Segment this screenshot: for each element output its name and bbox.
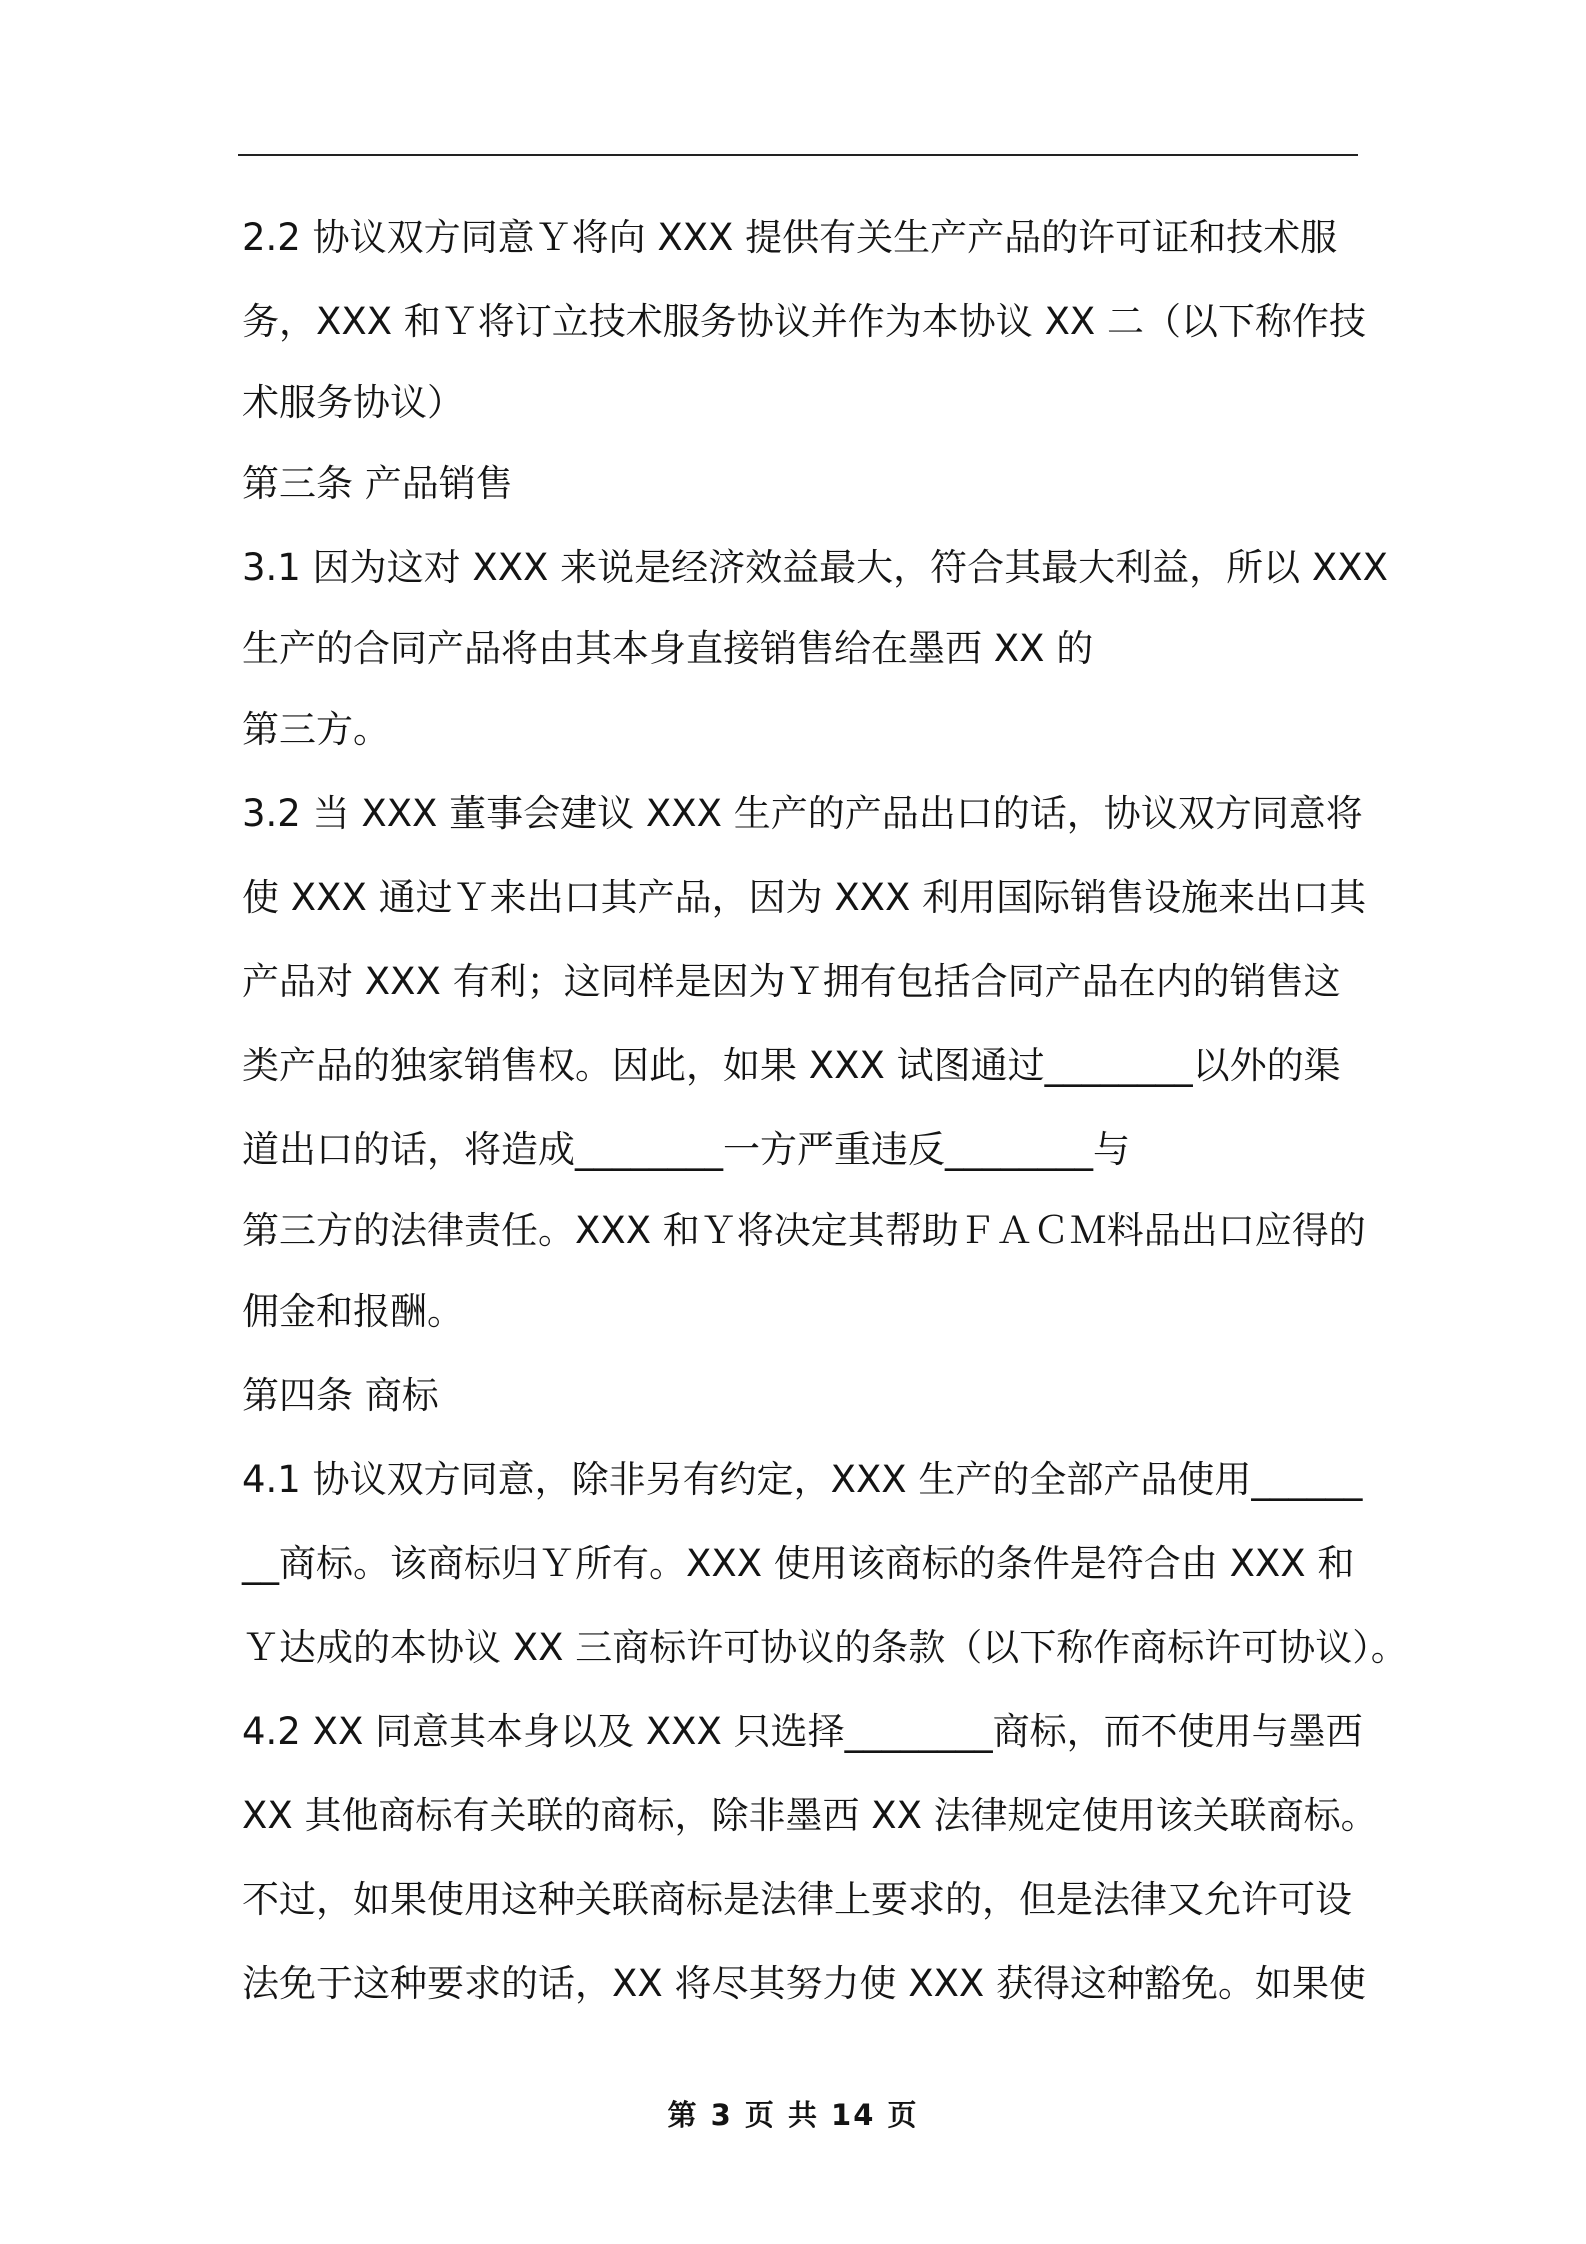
clause-3-2-line-3: 产品对 XXX 有利；这同样是因为Ｙ拥有包括合同产品在内的销售这 — [242, 960, 1341, 1003]
clause-2-2-line-3: 术服务协议） — [242, 381, 464, 424]
clause-3-1-line-1: 3.1 因为这对 XXX 来说是经济效益最大，符合其最大利益，所以 XXX — [242, 546, 1388, 589]
clause-3-1-line-3: 第三方。 — [242, 708, 390, 751]
header-rule — [238, 154, 1358, 156]
clause-4-2-line-1: 4.2 XX 同意其本身以及 XXX 只选择________商标，而不使用与墨西 — [242, 1710, 1363, 1753]
page-number-footer: 第 3 页 共 14 页 — [667, 2098, 919, 2132]
clause-4-2-line-3: 不过，如果使用这种关联商标是法律上要求的，但是法律又允许可设 — [242, 1878, 1352, 1921]
clause-4-1-line-3: Ｙ达成的本协议 XX 三商标许可协议的条款（以下称作商标许可协议）。 — [242, 1626, 1408, 1669]
clause-4-1-line-1: 4.1 协议双方同意，除非另有约定，XXX 生产的全部产品使用______ — [242, 1458, 1363, 1501]
clause-3-2-line-7: 佣金和报酬。 — [242, 1290, 464, 1333]
article-4-heading: 第四条 商标 — [242, 1374, 439, 1417]
document-body — [242, 196, 1408, 2026]
clause-3-2-line-6: 第三方的法律责任。XXX 和Ｙ将决定其帮助ＦＡＣＭ料品出口应得的 — [242, 1209, 1366, 1252]
clause-2-2-line-1: 2.2 协议双方同意Ｙ将向 XXX 提供有关生产产品的许可证和技术服 — [242, 216, 1338, 259]
clause-4-2-line-4: 法免于这种要求的话，XX 将尽其努力使 XXX 获得这种豁免。如果使 — [242, 1962, 1367, 2005]
clause-4-2-line-2: XX 其他商标有关联的商标，除非墨西 XX 法律规定使用该关联商标。 — [242, 1794, 1378, 1837]
clause-3-2-line-4: 类产品的独家销售权。因此，如果 XXX 试图通过________以外的渠 — [242, 1044, 1341, 1087]
clause-3-2-line-2: 使 XXX 通过Ｙ来出口其产品，因为 XXX 利用国际销售设施来出口其 — [242, 876, 1367, 919]
clause-3-1-line-2: 生产的合同产品将由其本身直接销售给在墨西 XX 的 — [242, 627, 1094, 670]
clause-3-2-line-1: 3.2 当 XXX 董事会建议 XXX 生产的产品出口的话，协议双方同意将 — [242, 792, 1363, 835]
clause-4-1-line-2: __商标。该商标归Ｙ所有。XXX 使用该商标的条件是符合由 XXX 和 — [242, 1542, 1355, 1585]
article-3-heading: 第三条 产品销售 — [242, 462, 513, 505]
clause-2-2-line-2: 务，XXX 和Ｙ将订立技术服务协议并作为本协议 XX 二（以下称作技 — [242, 300, 1367, 343]
clause-3-2-line-5: 道出口的话，将造成________一方严重违反________与 — [242, 1128, 1130, 1171]
